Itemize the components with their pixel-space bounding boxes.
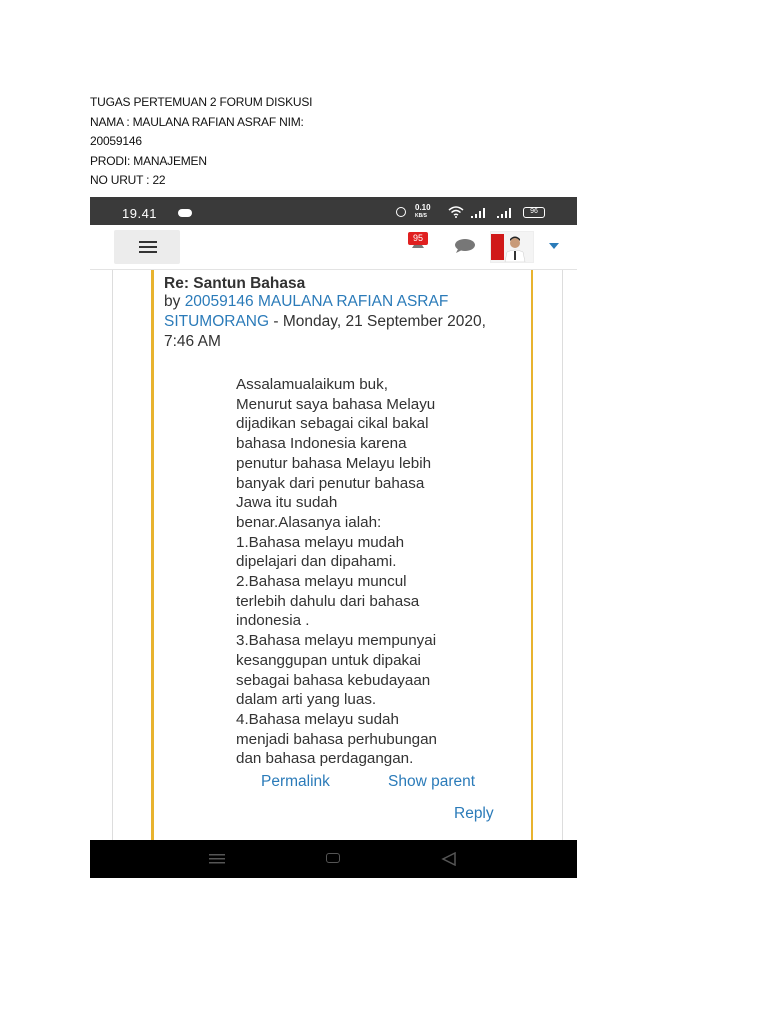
show-parent-link[interactable]: Show parent bbox=[388, 773, 476, 790]
header-title: TUGAS PERTEMUAN 2 FORUM DISKUSI bbox=[90, 95, 313, 109]
message-line: 3.Bahasa melayu mempunyai bbox=[236, 632, 437, 650]
back-icon[interactable] bbox=[441, 852, 457, 866]
status-bar bbox=[90, 197, 577, 225]
battery-icon: 96 bbox=[523, 207, 545, 218]
message-line: dijadikan sebagai cikal bakal bbox=[236, 415, 429, 433]
post-byline bbox=[164, 292, 504, 352]
divider bbox=[112, 270, 113, 840]
menu-button[interactable] bbox=[114, 230, 180, 264]
avatar-photo bbox=[491, 232, 533, 262]
header-name: NAMA : MAULANA RAFIAN ASRAF NIM: bbox=[90, 114, 304, 129]
message-line: dipelajari dan dipahami. bbox=[236, 553, 397, 571]
network-speed bbox=[415, 204, 431, 220]
post-border bbox=[151, 270, 154, 840]
navigation-bar bbox=[90, 840, 577, 878]
hamburger-icon-bar bbox=[139, 251, 157, 253]
message-line: 1.Bahasa melayu mudah bbox=[236, 533, 405, 551]
home-icon[interactable] bbox=[326, 853, 340, 863]
recents-icon[interactable] bbox=[209, 854, 225, 864]
message-line: benar.Alasanya ialah: bbox=[236, 513, 382, 531]
status-time: 19.41 bbox=[122, 206, 158, 221]
document-header bbox=[90, 93, 350, 191]
network-speed-unit: KB/S bbox=[415, 213, 427, 219]
message-line: indonesia . bbox=[236, 612, 310, 630]
author-link[interactable]: 20059146 MAULANA RAFIAN ASRAF SITUMORANG bbox=[164, 293, 449, 330]
message-line: Assalamualaikum buk, bbox=[236, 376, 388, 393]
post-message bbox=[236, 375, 526, 769]
message-line: penutur bahasa Melayu lebih bbox=[236, 454, 432, 472]
reply-link[interactable]: Reply bbox=[454, 805, 494, 822]
notification-badge: 95 bbox=[408, 232, 428, 245]
message-line: terlebih dahulu dari bahasa bbox=[236, 592, 420, 610]
message-line: Menurut saya bahasa Melayu bbox=[236, 395, 436, 413]
message-line: dalam arti yang luas. bbox=[236, 691, 377, 709]
message-line: kesanggupan untuk dipakai bbox=[236, 651, 421, 669]
network-speed-value: 0.10 bbox=[415, 203, 431, 212]
message-line: 4.Bahasa melayu sudah bbox=[236, 710, 399, 728]
app-bar bbox=[90, 225, 577, 270]
message-line: dan bahasa perdagangan. bbox=[236, 750, 414, 768]
post-date: - Monday, 21 September 2020, 7:46 AM bbox=[164, 313, 486, 350]
chevron-down-icon[interactable] bbox=[549, 243, 559, 249]
header-no-urut: NO URUT : 22 bbox=[90, 173, 166, 187]
hamburger-icon bbox=[139, 241, 157, 243]
alarm-icon bbox=[396, 207, 406, 217]
message-line: banyak dari penutur bahasa bbox=[236, 474, 425, 492]
byline-prefix: by bbox=[164, 293, 185, 310]
message-line: 2.Bahasa melayu muncul bbox=[236, 573, 407, 591]
header-nim: 20059146 bbox=[90, 134, 142, 148]
signal-icon-2 bbox=[497, 208, 511, 218]
message-line: sebagai bahasa kebudayaan bbox=[236, 671, 431, 689]
line-app-icon bbox=[178, 209, 192, 217]
signal-icon bbox=[471, 208, 485, 218]
header-prodi: PRODI: MANAJEMEN bbox=[90, 153, 207, 168]
message-line: Jawa itu sudah bbox=[236, 494, 338, 512]
message-line: menjadi bahasa perhubungan bbox=[236, 730, 437, 748]
message-line: bahasa Indonesia karena bbox=[236, 435, 407, 453]
chat-icon[interactable] bbox=[454, 238, 476, 254]
post-border bbox=[531, 270, 533, 840]
avatar[interactable] bbox=[490, 231, 534, 263]
forum-post-container bbox=[90, 270, 577, 840]
post-subject: Re: Santun Bahasa bbox=[164, 275, 306, 292]
hamburger-icon-bar bbox=[139, 246, 157, 248]
permalink-link[interactable]: Permalink bbox=[261, 773, 330, 790]
phone-screenshot bbox=[90, 197, 577, 878]
wifi-icon bbox=[448, 206, 464, 218]
divider bbox=[562, 270, 563, 840]
